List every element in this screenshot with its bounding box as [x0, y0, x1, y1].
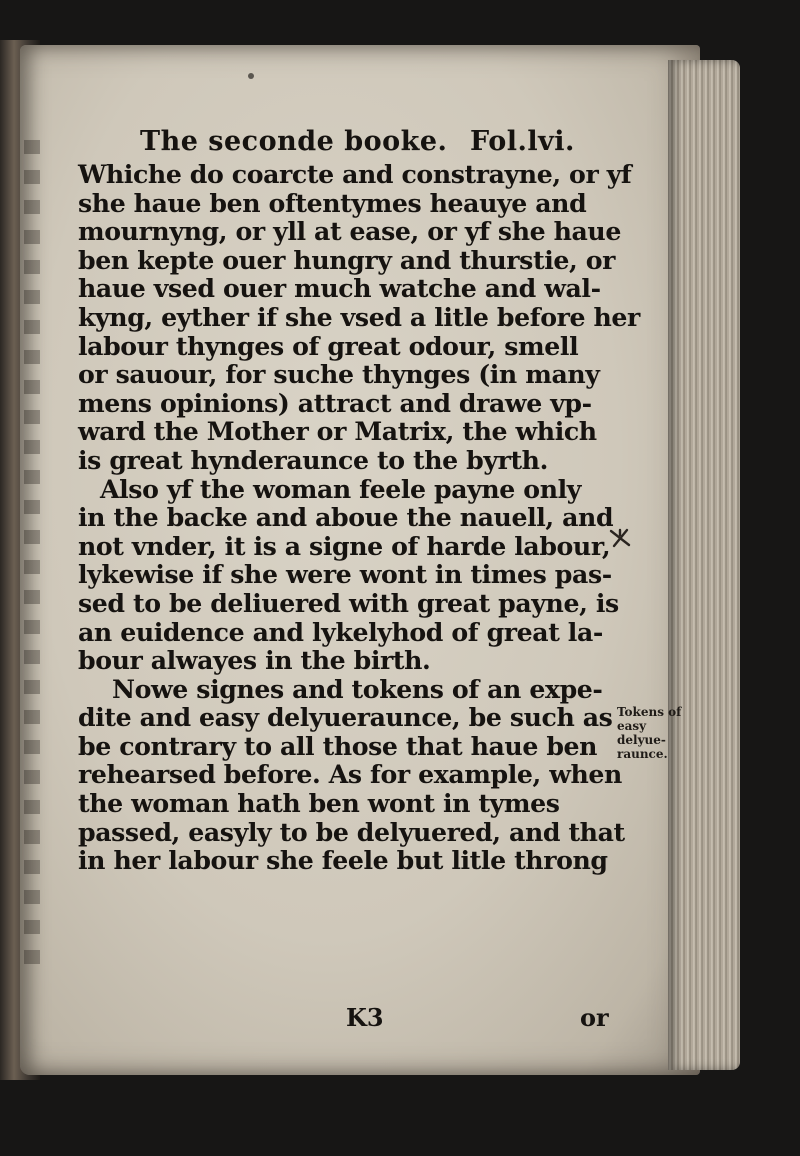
text-line: an euidence and lykelyhod of great la- [78, 616, 603, 647]
paragraph-start-line: Nowe signes and tokens of an expe- [112, 673, 603, 704]
signature-mark: K3 [346, 1003, 384, 1032]
text-line: bour alwayes in the birth. [78, 645, 431, 676]
marginal-note-line: easy delyue- [617, 719, 666, 747]
text-line: be contrary to all those that haue ben [78, 730, 598, 761]
marginal-note-line: Tokens of [617, 705, 682, 719]
text-line: sed to be deliuered with great payne, is [78, 587, 619, 618]
text-line: the woman hath ben wont in tymes [78, 788, 560, 819]
text-line: in the backe and aboue the nauell, and [78, 502, 614, 533]
text-line: ward the Mother or Matrix, the which [78, 416, 597, 447]
body-text [78, 160, 638, 875]
text-line: she haue ben oftentymes heauye and [78, 187, 587, 218]
text-line: or sauour, for suche thynges (in many [78, 359, 600, 390]
catchword: or [580, 1003, 609, 1032]
facing-page-bleed [24, 140, 40, 980]
text-line: not vnder, it is a signe of harde labour, [78, 530, 611, 561]
marginal-note-line: raunce. [617, 747, 668, 761]
text-line: mournyng, or yll at ease, or yf she haue [78, 216, 621, 247]
folio-number: Fol.lvi. [470, 126, 575, 157]
text-line: kyng, eyther if she vsed a litle before her [78, 301, 640, 332]
text-line: Whiche do coarcte and constrayne, or yf [78, 159, 632, 189]
text-line: in her labour she feele but litle throng [78, 845, 608, 876]
text-line: mens opinions) attract and drawe vp- [78, 387, 592, 418]
manicule-cross-mark [608, 526, 632, 550]
text-line: passed, easyly to be delyuered, and that [78, 816, 625, 847]
text-line: rehearsed before. As for example, when [78, 759, 622, 790]
text-line: labour thynges of great odour, smell [78, 330, 579, 361]
text-line: lykewise if she were wont in times pas- [78, 559, 612, 590]
page-fore-edge [668, 60, 740, 1070]
marginal-note [617, 705, 683, 761]
ink-spot [248, 73, 254, 79]
paragraph-start-line: Also yf the woman feele payne only [100, 473, 582, 504]
text-line: haue vsed ouer much watche and wal- [78, 273, 601, 304]
page-footer [78, 1003, 638, 1033]
text-line: is great hynderaunce to the byrth. [78, 444, 548, 475]
text-line: dite and easy delyueraunce, be such as [78, 702, 613, 733]
text-line: ben kepte ouer hungry and thurstie, or [78, 244, 615, 275]
running-title: The seconde booke. [140, 126, 448, 157]
